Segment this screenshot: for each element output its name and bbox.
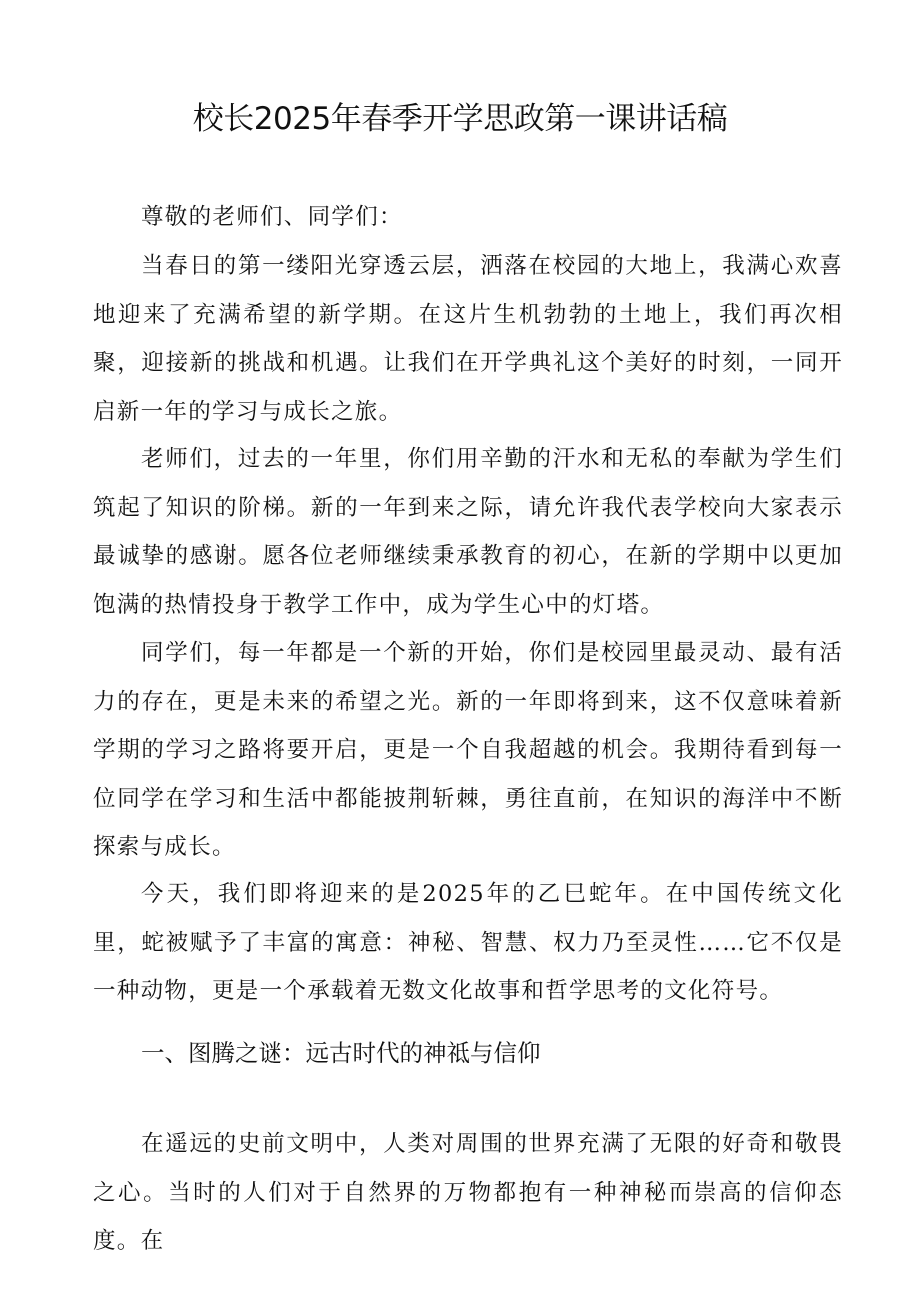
paragraph-prehistoric: 在遥远的史前文明中，人类对周围的世界充满了无限的好奇和敬畏之心。当时的人们对于自然界的万物都抱有一种神秘而崇高的信仰态度。在 <box>93 1131 843 1254</box>
section-heading: 一、图腾之谜：远古时代的神祗与信仰 <box>141 1039 541 1067</box>
document-title: 校长2025年春季开学思政第一课讲话稿 <box>192 101 728 137</box>
paragraph-teachers: 老师们，过去的一年里，你们用辛勤的汗水和无私的奉献为学生们筑起了知识的阶梯。新的一年到来之际，请允许我代表学校向大家表示最诚挚的感谢。愿各位老师继续秉承教育的初心，在新的学期中以更加饱满的热情投身于教学工作中，成为学生心中的灯塔。 <box>93 446 843 618</box>
paragraph-students: 同学们，每一年都是一个新的开始，你们是校园里最灵动、最有活力的存在，更是未来的希望之光。新的一年即将到来，这不仅意味着新学期的学习之路将要开启，更是一个自我超越的机会。我期待看到每一位同学在学习和生活中都能披荆斩棘，勇往直前，在知识的海洋中不断探索与成长。 <box>93 640 843 860</box>
paragraph-snake-year: 今天，我们即将迎来的是2025年的乙巳蛇年。在中国传统文化里，蛇被赋予了丰富的寓意：神秘、智慧、权力乃至灵性……它不仅是一种动物，更是一个承载着无数文化故事和哲学思考的文化符号。 <box>93 881 843 1004</box>
greeting-line: 尊敬的老师们、同学们： <box>141 204 403 230</box>
paragraph-intro: 当春日的第一缕阳光穿透云层，洒落在校园的大地上，我满心欢喜地迎来了充满希望的新学期。在这片生机勃勃的土地上，我们再次相聚，迎接新的挑战和机遇。让我们在开学典礼这个美好的时刻，一同开启新一年的学习与成长之旅。 <box>93 253 843 425</box>
